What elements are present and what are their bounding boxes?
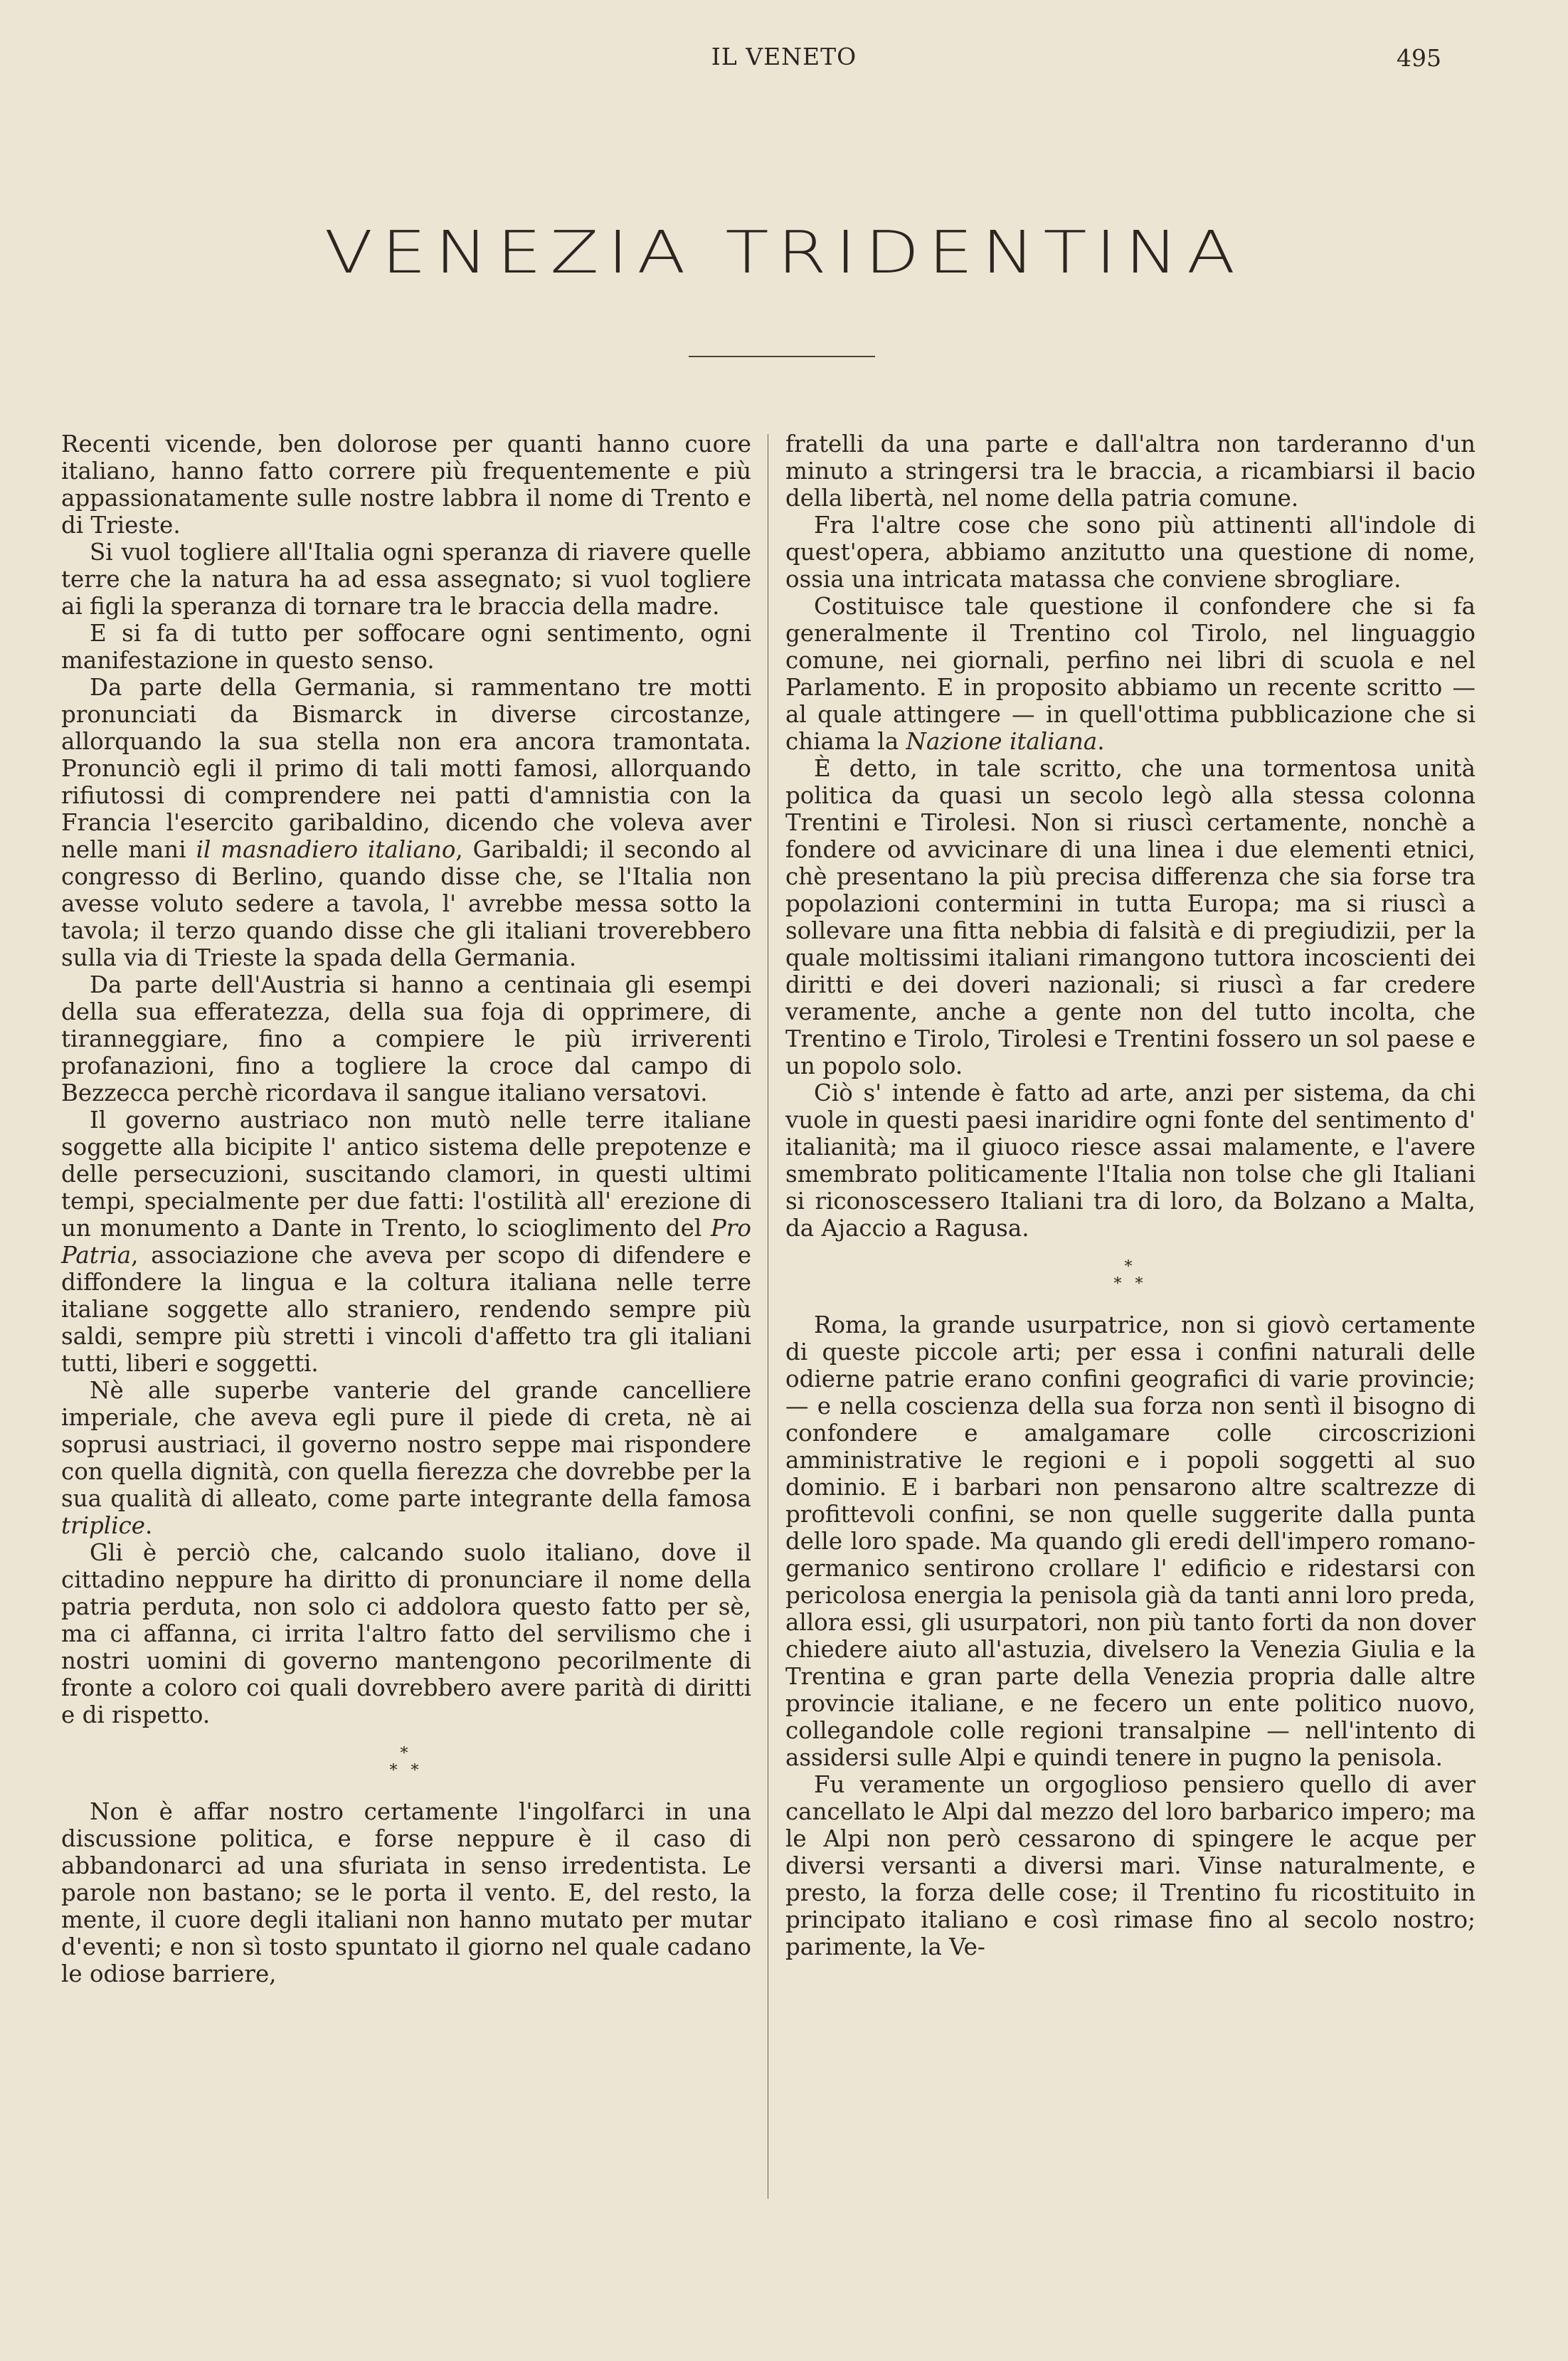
paragraph: E si fa di tutto per soffocare ogni sentimento, ogni manifestazione in questo senso.: [61, 620, 751, 674]
page-number: 495: [1397, 44, 1441, 72]
paragraph: Roma, la grande usurpatrice, non si giovò certamente di queste piccole arti; per essa i confini naturali delle odierne patrie erano confini geografici di varie provincie; — e nella coscienza della sua forza non sentì il bisogno di confondere e amalgamare colle circoscrizioni amministrative le regioni e i popoli soggetti al suo dominio. E i barbari non pensarono altre scaltrezze di profittevoli confini, se non quelle suggerite dalla punta delle loro spade. Ma quando gli eredi dell'impero romano-germanico sentirono crollare l' edificio e ridestarsi con pericolosa energia la penisola già da tanti anni loro preda, allora essi, gli usurpatori, non più tanto forti da non dover chiedere aiuto all'astuzia, divelsero la Venezia Giulia e la Trentina e gran parte della Venezia propria dalle altre provincie italiane, e ne fecero un ente politico nuovo, collegandole colle regioni transalpine — nell'intento di assidersi sulle Alpi e quindi tenere in pugno la penisola.: [785, 1311, 1476, 1771]
separator-stars: * *: [389, 1762, 423, 1780]
paragraph: Recenti vicende, ben dolorose per quanti hanno cuore italiano, hanno fatto correre più frequentemente e più appassionatamente sulle nostre labbra il nome di Trento e di Trieste.: [61, 431, 751, 539]
paragraph: È detto, in tale scritto, che una tormentosa unità politica da quasi un secolo legò alla stessa colonna Trentini e Tirolesi. Non si riuscì certamente, nonchè a fondere od avvicinare di una linea i due elementi etnici, chè presentano la più precisa differenza che sia forse tra popolazioni contermini in tutta Europa; ma si riuscì a sollevare una fitta nebbia di falsità e di pregiudizii, per la quale moltissimi italiani rimangono tuttora incoscienti dei diritti e dei doveri nazionali; si riuscì a far credere veramente, anche a gente non del tutto incolta, che Trentino e Tirolo, Tirolesi e Trentini fossero un sol paese e un popolo solo.: [785, 755, 1476, 1079]
paragraph: [61, 674, 751, 971]
title-rule: [689, 356, 875, 357]
article-title: VENEZIA TRIDENTINA: [324, 218, 1244, 287]
paragraph-text: , Garibaldi; il secondo al congresso di Berlino, quando disse che, se l'Italia non avesse voluto sedere a tavola, l' avrebbe messa sotto la tavola; il terzo quando disse che gli italiani troverebbero sulla via di Trieste la spada della Germania.: [61, 836, 751, 971]
section-separator: [61, 1745, 751, 1780]
paragraph: Ciò s' intende è fatto ad arte, anzi per sistema, da chi vuole in questi paesi inaridire ogni fonte del sentimento d' italianità; ma il giuoco riesce assai malamente, e l'avere smembrato politicamente l'Italia non tolse che gli Italiani si riconoscessero Italiani tra di loro, da Bolzano a Malta, da Ajaccio a Ragusa.: [785, 1079, 1476, 1242]
paragraph-text: , associazione che aveva per scopo di difendere e diffondere la lingua e la coltura italiana nelle terre italiane soggette allo straniero, rendendo sempre più saldi, sempre più stretti i vincoli d'affetto tra gli italiani tutti, liberi e soggetti.: [61, 1242, 751, 1377]
paragraph: Si vuol togliere all'Italia ogni speranza di riavere quelle terre che la natura ha ad essa assegnato; si vuol togliere ai figli la speranza di tornare tra le braccia della madre.: [61, 539, 751, 620]
paragraph: Da parte dell'Austria si hanno a centinaia gli esempi della sua efferatezza, della sua foja di opprimere, di tiranneggiare, fino a compiere le più irriverenti profanazioni, fino a togliere la croce dal campo di Bezzecca perchè ricordava il sangue italiano versatovi.: [61, 971, 751, 1106]
paragraph: Gli è perciò che, calcando suolo italiano, dove il cittadino neppure ha diritto di pronunciare il nome della patria perduta, non solo ci addolora questo fatto per sè, ma ci affanna, ci irrita l'altro fatto del servilismo che i nostri uomini di governo mantengono pecorilmente di fronte a coloro coi quali dovrebbero avere parità di diritti e di rispetto.: [61, 1539, 751, 1728]
running-title: IL VENETO: [711, 43, 857, 70]
paragraph-text: Il governo austriaco non mutò nelle terre italiane soggette alla bicipite l' antico sistema delle prepotenze e delle persecuzioni, suscitando clamori, in questi ultimi tempi, specialmente per due fatti: l'ostilità all' erezione di un monumento a Dante in Trento, lo scioglimento del: [61, 1106, 751, 1242]
paragraph-text: Nè alle superbe vanterie del grande cancelliere imperiale, che aveva egli pure il piede di creta, nè ai soprusi austriaci, il governo nostro seppe mai rispondere con quella dignità, con quella fierezza che dovrebbe per la sua qualità di alleato, come parte integrante della famosa: [61, 1377, 751, 1512]
italic-phrase: il masnadiero italiano: [196, 836, 456, 863]
paragraph: [61, 1106, 751, 1377]
paragraph: Non è affar nostro certamente l'ingolfarci in una discussione politica, e forse neppure è il caso di abbandonarci ad una sfuriata in senso irredentista. Le parole non bastano; se le porta il vento. E, del resto, la mente, il cuore degli italiani non hanno mutato per mutar d'eventi; e non sì tosto spuntato il giorno nel quale cadano le odiose barriere,: [61, 1798, 751, 1987]
italic-phrase: triplice: [61, 1512, 146, 1539]
separator-star: *: [400, 1745, 413, 1763]
running-head: [0, 43, 1568, 85]
left-column: [61, 431, 751, 1987]
paragraph: [785, 593, 1476, 755]
paragraph-text: Da parte della Germania, si rammentano tre motti pronunciati da Bismarck in diverse circostanze, allorquando la sua stella non era ancora tramontata. Pronunciò egli il primo di tali motti famosi, allorquando rifiutossi di comprendere nei patti d'amnistia con la Francia l'esercito garibaldino, dicendo che voleva aver nelle mani: [61, 674, 751, 863]
section-separator: [785, 1259, 1476, 1293]
separator-stars: * *: [1113, 1275, 1148, 1293]
italic-phrase: Nazione italiana: [906, 728, 1098, 755]
paragraph-text: Costituisce tale questione il confondere che si fa generalmente il Trentino col Tirolo, nel linguaggio comune, nei giornali, perfino nei libri di scuola e nel Parlamento. E in proposito abbiamo un recente scritto — al quale attingere — in quell'ottima pubblicazione che si chiama la: [785, 593, 1476, 755]
paragraph: fratelli da una parte e dall'altra non tarderanno d'un minuto a stringersi tra le braccia, a ricambiarsi il bacio della libertà, nel nome della patria comune.: [785, 431, 1476, 512]
paragraph: Fra l'altre cose che sono più attinenti all'indole di quest'opera, abbiamo anzitutto una questione di nome, ossia una intricata matassa che conviene sbrogliare.: [785, 512, 1476, 593]
paragraph-text: .: [1097, 728, 1105, 755]
paragraph: [61, 1377, 751, 1539]
separator-star: *: [1124, 1258, 1137, 1276]
italic-phrase: Pro Patria: [61, 1215, 751, 1269]
paragraph: Fu veramente un orgoglioso pensiero quello di aver cancellato le Alpi dal mezzo del loro barbarico impero; ma le Alpi non però cessarono di spingere le acque per diversi versanti a diversi mari. Vinse naturalmente, e presto, la forza delle cose; il Trentino fu ricostituito in principato italiano e così rimase fino al secolo nostro; parimente, la Ve-: [785, 1771, 1476, 1960]
right-column: [785, 431, 1476, 1960]
paragraph-text: .: [145, 1512, 153, 1539]
